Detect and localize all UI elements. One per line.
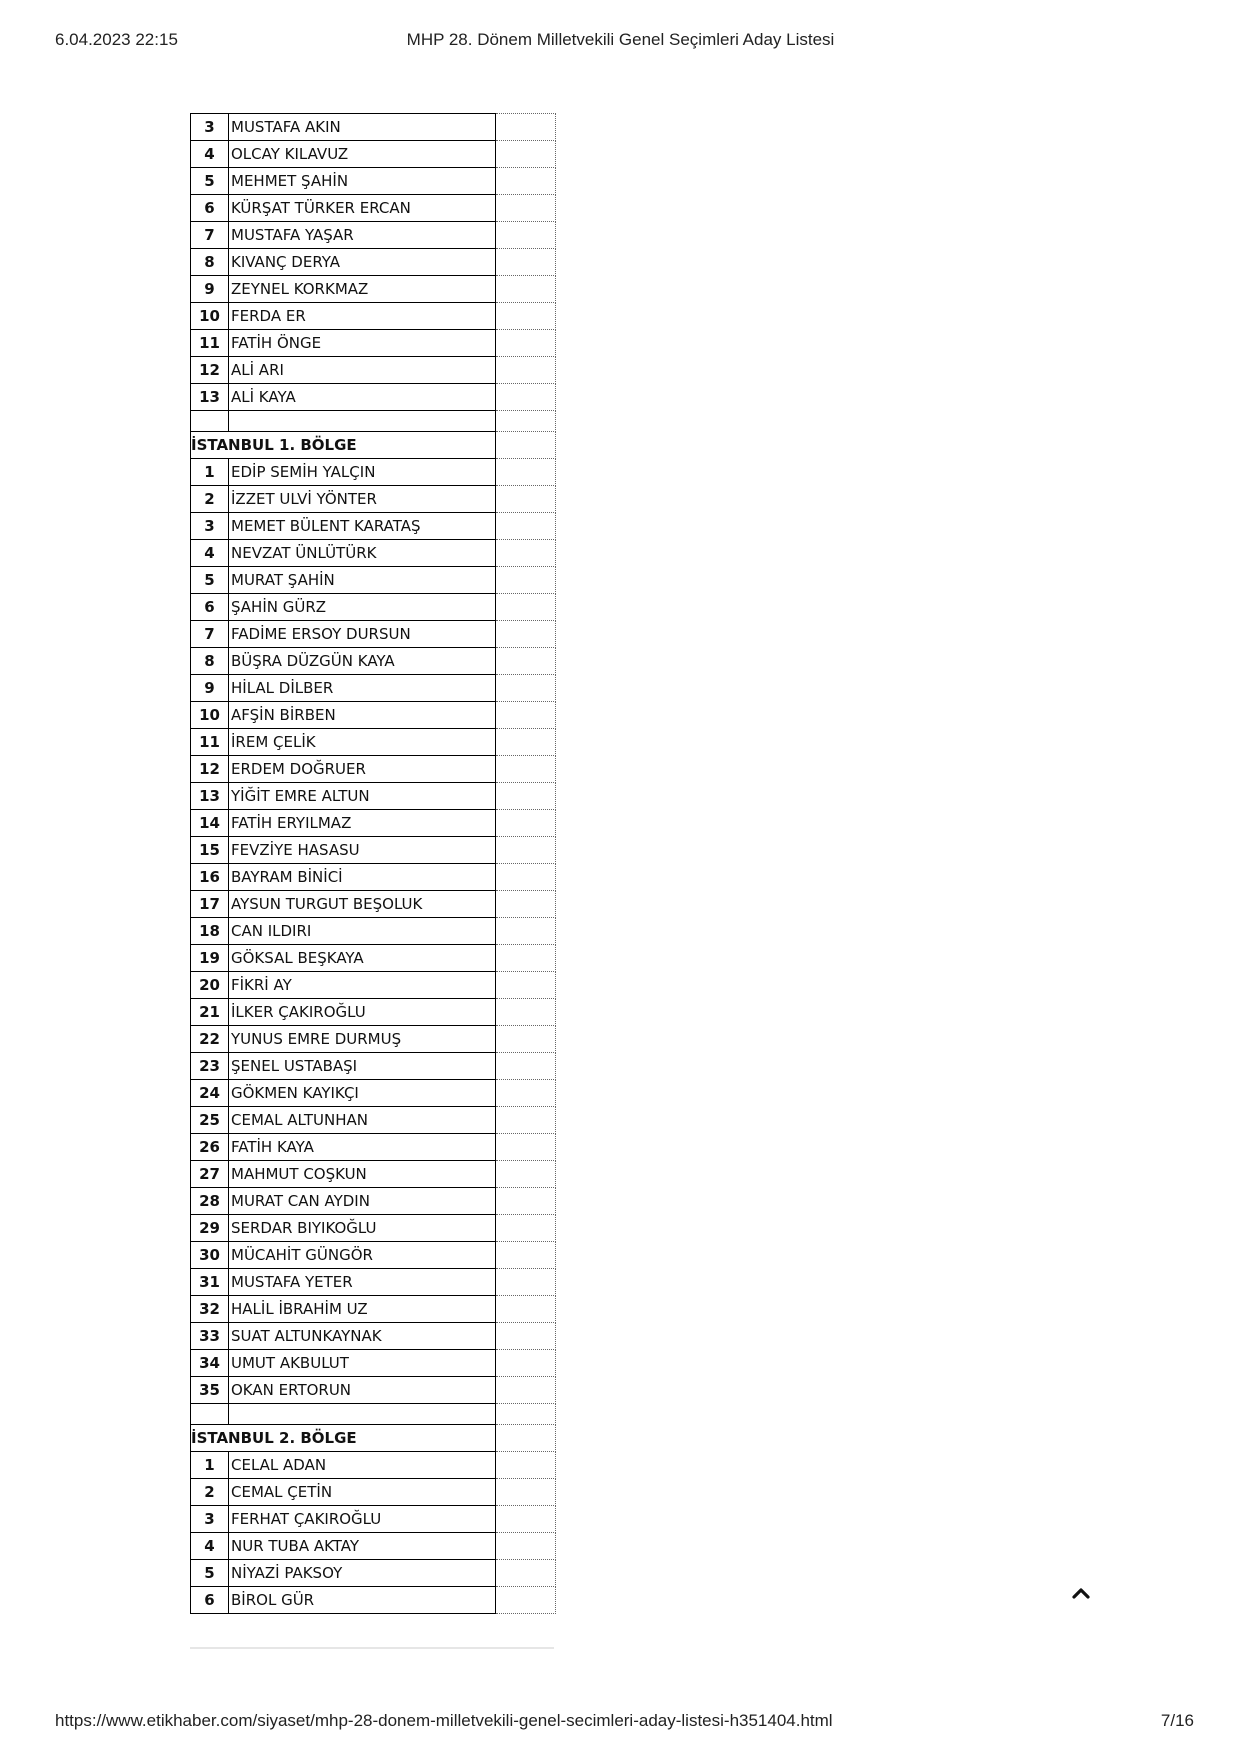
candidate-number: 5	[191, 567, 229, 594]
empty-cell	[229, 411, 496, 432]
empty-cell	[496, 1080, 556, 1107]
candidate-row	[191, 249, 556, 276]
candidate-name: SUAT ALTUNKAYNAK	[229, 1323, 496, 1350]
candidate-name: MURAT CAN AYDIN	[229, 1188, 496, 1215]
blank-row	[191, 1404, 556, 1425]
candidate-row	[191, 540, 556, 567]
candidate-row	[191, 810, 556, 837]
empty-cell	[496, 567, 556, 594]
candidate-number: 4	[191, 1533, 229, 1560]
candidate-number: 8	[191, 648, 229, 675]
candidate-number: 14	[191, 810, 229, 837]
candidate-name: ŞENEL USTABAŞI	[229, 1053, 496, 1080]
candidate-number: 10	[191, 702, 229, 729]
blank-row	[191, 411, 556, 432]
empty-cell	[496, 945, 556, 972]
print-page-number: 7/16	[1160, 1711, 1194, 1730]
table-divider	[190, 1647, 554, 1649]
candidate-row	[191, 1134, 556, 1161]
candidate-row	[191, 1452, 556, 1479]
candidate-name: FERHAT ÇAKIROĞLU	[229, 1506, 496, 1533]
candidate-name: OKAN ERTORUN	[229, 1377, 496, 1404]
region-heading: İSTANBUL 2. BÖLGE	[191, 1425, 496, 1452]
empty-cell	[496, 168, 556, 195]
candidate-name: KIVANÇ DERYA	[229, 249, 496, 276]
candidate-number: 2	[191, 1479, 229, 1506]
empty-cell	[496, 1452, 556, 1479]
candidate-number: 6	[191, 195, 229, 222]
candidate-name: HİLAL DİLBER	[229, 675, 496, 702]
empty-cell	[496, 1188, 556, 1215]
candidate-name: CEMAL ÇETİN	[229, 1479, 496, 1506]
candidate-row	[191, 1215, 556, 1242]
candidate-name: ALİ ARI	[229, 357, 496, 384]
candidate-row	[191, 303, 556, 330]
candidate-row	[191, 1161, 556, 1188]
empty-cell	[496, 141, 556, 168]
candidate-row	[191, 513, 556, 540]
candidate-number: 20	[191, 972, 229, 999]
candidate-name: BİROL GÜR	[229, 1587, 496, 1614]
candidate-row	[191, 783, 556, 810]
candidate-name: MEHMET ŞAHİN	[229, 168, 496, 195]
candidate-name: İLKER ÇAKIROĞLU	[229, 999, 496, 1026]
candidate-name: CEMAL ALTUNHAN	[229, 1107, 496, 1134]
candidate-row	[191, 1026, 556, 1053]
print-datetime: 6.04.2023 22:15	[55, 30, 178, 49]
candidate-name: CELAL ADAN	[229, 1452, 496, 1479]
candidate-number: 2	[191, 486, 229, 513]
candidate-number: 18	[191, 918, 229, 945]
candidate-name: FATİH KAYA	[229, 1134, 496, 1161]
candidate-number: 12	[191, 756, 229, 783]
candidate-number: 4	[191, 540, 229, 567]
candidate-name: YİĞİT EMRE ALTUN	[229, 783, 496, 810]
print-page-title: MHP 28. Dönem Milletvekili Genel Seçimleri Aday Listesi	[406, 30, 835, 49]
empty-cell	[496, 1350, 556, 1377]
candidate-row	[191, 1377, 556, 1404]
candidate-row	[191, 459, 556, 486]
empty-cell	[496, 1026, 556, 1053]
candidate-number: 8	[191, 249, 229, 276]
candidate-row	[191, 918, 556, 945]
empty-cell	[496, 1506, 556, 1533]
candidate-row	[191, 141, 556, 168]
candidate-name: HALİL İBRAHİM UZ	[229, 1296, 496, 1323]
empty-cell	[496, 648, 556, 675]
candidate-name: FATİH ÖNGE	[229, 330, 496, 357]
candidate-number: 24	[191, 1080, 229, 1107]
empty-cell	[496, 1269, 556, 1296]
candidate-name: NUR TUBA AKTAY	[229, 1533, 496, 1560]
candidate-row	[191, 384, 556, 411]
candidate-name: EDİP SEMİH YALÇIN	[229, 459, 496, 486]
candidate-row	[191, 864, 556, 891]
candidate-row	[191, 330, 556, 357]
empty-cell	[496, 222, 556, 249]
candidate-number: 13	[191, 384, 229, 411]
candidate-number: 3	[191, 114, 229, 141]
empty-cell	[496, 864, 556, 891]
candidate-name: MUSTAFA YETER	[229, 1269, 496, 1296]
candidate-row	[191, 1269, 556, 1296]
candidate-row	[191, 357, 556, 384]
candidate-name: SERDAR BIYIKOĞLU	[229, 1215, 496, 1242]
candidate-number: 6	[191, 594, 229, 621]
empty-cell	[496, 411, 556, 432]
candidate-name: MÜCAHİT GÜNGÖR	[229, 1242, 496, 1269]
candidate-name: FADİME ERSOY DURSUN	[229, 621, 496, 648]
candidate-number: 15	[191, 837, 229, 864]
empty-cell	[496, 1377, 556, 1404]
candidate-name: BÜŞRA DÜZGÜN KAYA	[229, 648, 496, 675]
candidate-row	[191, 999, 556, 1026]
candidate-name: MURAT ŞAHİN	[229, 567, 496, 594]
candidate-name: FİKRİ AY	[229, 972, 496, 999]
empty-cell	[496, 999, 556, 1026]
candidate-name: GÖKMEN KAYIKÇI	[229, 1080, 496, 1107]
empty-cell	[496, 1479, 556, 1506]
candidate-row	[191, 1506, 556, 1533]
candidate-row	[191, 1560, 556, 1587]
candidate-row	[191, 675, 556, 702]
candidate-row	[191, 729, 556, 756]
empty-cell	[496, 1161, 556, 1188]
empty-cell	[496, 330, 556, 357]
candidate-number: 9	[191, 675, 229, 702]
candidate-name: AFŞİN BİRBEN	[229, 702, 496, 729]
candidate-row	[191, 1533, 556, 1560]
empty-cell	[496, 837, 556, 864]
candidate-number: 34	[191, 1350, 229, 1377]
empty-cell	[496, 1560, 556, 1587]
candidate-name: FEVZİYE HASASU	[229, 837, 496, 864]
candidate-number: 13	[191, 783, 229, 810]
empty-cell	[496, 783, 556, 810]
empty-cell	[496, 1404, 556, 1425]
candidate-name: NEVZAT ÜNLÜTÜRK	[229, 540, 496, 567]
candidate-number: 31	[191, 1269, 229, 1296]
region-heading-row	[191, 1425, 556, 1452]
candidate-row	[191, 837, 556, 864]
empty-cell	[496, 729, 556, 756]
empty-cell	[496, 675, 556, 702]
candidate-number: 5	[191, 168, 229, 195]
empty-cell	[496, 384, 556, 411]
candidate-row	[191, 1587, 556, 1614]
candidate-number: 23	[191, 1053, 229, 1080]
candidate-number: 11	[191, 729, 229, 756]
candidate-number: 26	[191, 1134, 229, 1161]
candidate-row	[191, 1242, 556, 1269]
candidate-table-body	[191, 114, 556, 1614]
candidate-number: 1	[191, 1452, 229, 1479]
candidate-number: 29	[191, 1215, 229, 1242]
region-heading: İSTANBUL 1. BÖLGE	[191, 432, 496, 459]
empty-cell	[191, 1404, 229, 1425]
candidate-row	[191, 1479, 556, 1506]
candidate-name: CAN ILDIRI	[229, 918, 496, 945]
empty-cell	[496, 756, 556, 783]
candidate-number: 22	[191, 1026, 229, 1053]
candidate-name: İZZET ULVİ YÖNTER	[229, 486, 496, 513]
candidate-name: İREM ÇELİK	[229, 729, 496, 756]
empty-cell	[496, 918, 556, 945]
empty-cell	[191, 411, 229, 432]
candidate-number: 11	[191, 330, 229, 357]
empty-cell	[496, 1587, 556, 1614]
empty-cell	[496, 621, 556, 648]
candidate-row	[191, 114, 556, 141]
candidate-number: 9	[191, 276, 229, 303]
candidate-row	[191, 972, 556, 999]
candidate-number: 27	[191, 1161, 229, 1188]
empty-cell	[496, 303, 556, 330]
candidate-number: 3	[191, 1506, 229, 1533]
candidate-row	[191, 567, 556, 594]
empty-cell	[496, 432, 556, 459]
candidate-row	[191, 168, 556, 195]
empty-cell	[496, 1323, 556, 1350]
empty-cell	[496, 594, 556, 621]
candidate-number: 6	[191, 1587, 229, 1614]
candidate-number: 10	[191, 303, 229, 330]
candidate-name: ALİ KAYA	[229, 384, 496, 411]
candidate-name: ERDEM DOĞRUER	[229, 756, 496, 783]
candidate-row	[191, 621, 556, 648]
candidate-number: 4	[191, 141, 229, 168]
candidate-name: BAYRAM BİNİCİ	[229, 864, 496, 891]
empty-cell	[496, 891, 556, 918]
candidate-row	[191, 486, 556, 513]
candidate-row	[191, 891, 556, 918]
empty-cell	[496, 114, 556, 141]
candidate-number: 12	[191, 357, 229, 384]
candidate-number: 30	[191, 1242, 229, 1269]
candidate-number: 7	[191, 621, 229, 648]
candidate-table-container	[190, 113, 556, 1614]
empty-cell	[496, 1533, 556, 1560]
candidate-name: NİYAZİ PAKSOY	[229, 1560, 496, 1587]
candidate-number: 28	[191, 1188, 229, 1215]
empty-cell	[496, 1296, 556, 1323]
candidate-name: FERDA ER	[229, 303, 496, 330]
empty-cell	[496, 1053, 556, 1080]
candidate-row	[191, 1296, 556, 1323]
candidate-name: FATİH ERYILMAZ	[229, 810, 496, 837]
candidate-row	[191, 1188, 556, 1215]
candidate-number: 7	[191, 222, 229, 249]
chevron-up-icon	[1072, 1587, 1090, 1599]
empty-cell	[496, 513, 556, 540]
empty-cell	[496, 459, 556, 486]
empty-cell	[496, 1107, 556, 1134]
candidate-row	[191, 1053, 556, 1080]
candidate-row	[191, 276, 556, 303]
candidate-name: MUSTAFA YAŞAR	[229, 222, 496, 249]
candidate-name: MAHMUT COŞKUN	[229, 1161, 496, 1188]
region-heading-row	[191, 432, 556, 459]
print-page-url: https://www.etikhaber.com/siyaset/mhp-28-donem-milletvekili-genel-secimleri-aday-listesi-h351404.html	[55, 1711, 833, 1730]
candidate-row	[191, 945, 556, 972]
candidate-name: GÖKSAL BEŞKAYA	[229, 945, 496, 972]
candidate-row	[191, 195, 556, 222]
candidate-number: 35	[191, 1377, 229, 1404]
candidate-number: 3	[191, 513, 229, 540]
candidate-row	[191, 1323, 556, 1350]
empty-cell	[496, 486, 556, 513]
candidate-row	[191, 594, 556, 621]
candidate-row	[191, 702, 556, 729]
empty-cell	[496, 1242, 556, 1269]
candidate-name: MUSTAFA AKIN	[229, 114, 496, 141]
scroll-to-top-button[interactable]	[1068, 1580, 1094, 1606]
candidate-row	[191, 648, 556, 675]
candidate-name: MEMET BÜLENT KARATAŞ	[229, 513, 496, 540]
candidate-name: ŞAHİN GÜRZ	[229, 594, 496, 621]
candidate-number: 16	[191, 864, 229, 891]
empty-cell	[496, 195, 556, 222]
candidate-number: 17	[191, 891, 229, 918]
empty-cell	[496, 276, 556, 303]
candidate-number: 32	[191, 1296, 229, 1323]
candidate-name: YUNUS EMRE DURMUŞ	[229, 1026, 496, 1053]
candidate-number: 5	[191, 1560, 229, 1587]
candidate-name: OLCAY KILAVUZ	[229, 141, 496, 168]
candidate-name: KÜRŞAT TÜRKER ERCAN	[229, 195, 496, 222]
candidate-row	[191, 1350, 556, 1377]
candidate-number: 25	[191, 1107, 229, 1134]
candidate-number: 19	[191, 945, 229, 972]
candidate-row	[191, 1080, 556, 1107]
candidate-row	[191, 1107, 556, 1134]
candidate-number: 1	[191, 459, 229, 486]
empty-cell	[496, 540, 556, 567]
empty-cell	[496, 972, 556, 999]
candidate-name: UMUT AKBULUT	[229, 1350, 496, 1377]
empty-cell	[496, 702, 556, 729]
empty-cell	[496, 1215, 556, 1242]
candidate-number: 33	[191, 1323, 229, 1350]
candidate-table	[190, 113, 556, 1614]
empty-cell	[496, 1134, 556, 1161]
candidate-number: 21	[191, 999, 229, 1026]
candidate-name: ZEYNEL KORKMAZ	[229, 276, 496, 303]
candidate-row	[191, 222, 556, 249]
empty-cell	[229, 1404, 496, 1425]
candidate-row	[191, 756, 556, 783]
empty-cell	[496, 810, 556, 837]
empty-cell	[496, 357, 556, 384]
empty-cell	[496, 249, 556, 276]
candidate-name: AYSUN TURGUT BEŞOLUK	[229, 891, 496, 918]
empty-cell	[496, 1425, 556, 1452]
